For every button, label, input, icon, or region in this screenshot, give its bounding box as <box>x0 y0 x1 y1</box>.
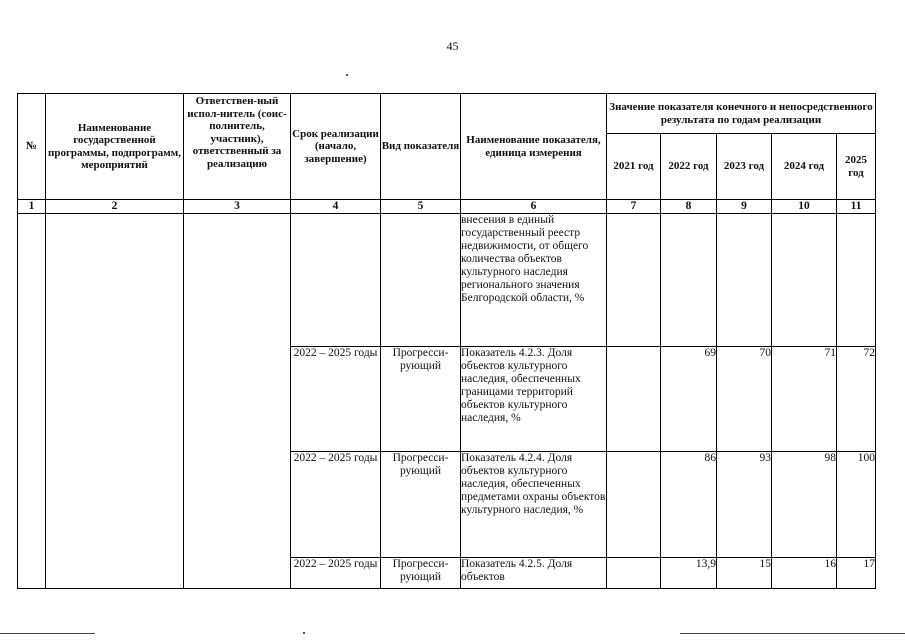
cell-period: 2022 – 2025 годы <box>291 558 381 589</box>
cell-value-2025: 17 <box>837 558 876 589</box>
cell-value-2023: 70 <box>717 347 772 452</box>
cell-indicator-type: Прогресси-рующий <box>381 558 461 589</box>
column-numbers-row <box>18 200 876 214</box>
cell-value-2021 <box>607 558 661 589</box>
cell-indicator-type <box>381 214 461 347</box>
cell-value-2022: 69 <box>661 347 717 452</box>
header-year-2021: 2021 год <box>607 134 661 200</box>
cell-program-name <box>46 214 184 589</box>
cell-value-2024: 71 <box>772 347 837 452</box>
cell-value-2024 <box>772 214 837 347</box>
column-number: 5 <box>381 200 461 214</box>
cell-value-2023: 15 <box>717 558 772 589</box>
header-period: Срок реализации (начало, завершение) <box>291 94 381 200</box>
cell-value-2021 <box>607 452 661 558</box>
cell-indicator-type: Прогресси-рующий <box>381 452 461 558</box>
column-number: 8 <box>661 200 717 214</box>
column-number: 1 <box>18 200 46 214</box>
column-number: 6 <box>461 200 607 214</box>
column-number: 10 <box>772 200 837 214</box>
cell-value-2024: 16 <box>772 558 837 589</box>
header-values-group: Значение показателя конечного и непосредственного результата по годам реализации <box>607 94 876 134</box>
cell-period: 2022 – 2025 годы <box>291 347 381 452</box>
column-number: 4 <box>291 200 381 214</box>
cell-indicator-name: Показатель 4.2.3. Доля объектов культурного наследия, обеспеченных границами территорий объектов культурного наследия, % <box>461 347 607 452</box>
header-year-2023: 2023 год <box>717 134 772 200</box>
page-number: 45 <box>446 39 459 53</box>
column-number: 9 <box>717 200 772 214</box>
header-indicator-type: Вид показателя <box>381 94 461 200</box>
column-number: 3 <box>184 200 291 214</box>
cell-executor <box>184 214 291 589</box>
column-number: 11 <box>837 200 876 214</box>
scan-artifact-dot <box>303 632 305 634</box>
header-year-2024: 2024 год <box>772 134 837 200</box>
cell-period: 2022 – 2025 годы <box>291 452 381 558</box>
header-year-2025: 2025 год <box>837 134 876 200</box>
cell-value-2023: 93 <box>717 452 772 558</box>
cell-value-2022: 86 <box>661 452 717 558</box>
header-year-2022: 2022 год <box>661 134 717 200</box>
indicators-table <box>17 93 876 589</box>
cell-value-2023 <box>717 214 772 347</box>
cell-value-2021 <box>607 347 661 452</box>
cell-value-2022: 13,9 <box>661 558 717 589</box>
cell-period <box>291 214 381 347</box>
header-executor: Ответствен-ный испол-нитель (соис-полнитель, участник), ответственный за реализацию <box>184 94 291 200</box>
cell-value-2024: 98 <box>772 452 837 558</box>
cell-value-2022 <box>661 214 717 347</box>
scan-artifact-dot <box>346 74 348 76</box>
cell-no <box>18 214 46 589</box>
cell-value-2025 <box>837 214 876 347</box>
cell-value-2025: 100 <box>837 452 876 558</box>
scan-artifact-line <box>0 633 95 634</box>
header-program-name: Наименование государственной программы, подпрограмм, мероприятий <box>46 94 184 200</box>
table-row <box>18 214 876 347</box>
column-number: 2 <box>46 200 184 214</box>
cell-value-2021 <box>607 214 661 347</box>
header-row <box>18 94 876 134</box>
cell-indicator-name: Показатель 4.2.5. Доля объектов <box>461 558 607 589</box>
cell-indicator-name: Показатель 4.2.4. Доля объектов культурного наследия, обеспеченных предметами охраны объектов культурного наследия, % <box>461 452 607 558</box>
cell-indicator-name: внесения в единый государственный реестр недвижимости, от общего количества объектов культурного наследия регионального значения Белгородской области, % <box>461 214 607 347</box>
cell-indicator-type: Прогресси-рующий <box>381 347 461 452</box>
scan-artifact-line <box>680 633 905 634</box>
cell-value-2025: 72 <box>837 347 876 452</box>
header-indicator-name: Наименование показателя, единица измерения <box>461 94 607 200</box>
header-no: № <box>18 94 46 200</box>
column-number: 7 <box>607 200 661 214</box>
